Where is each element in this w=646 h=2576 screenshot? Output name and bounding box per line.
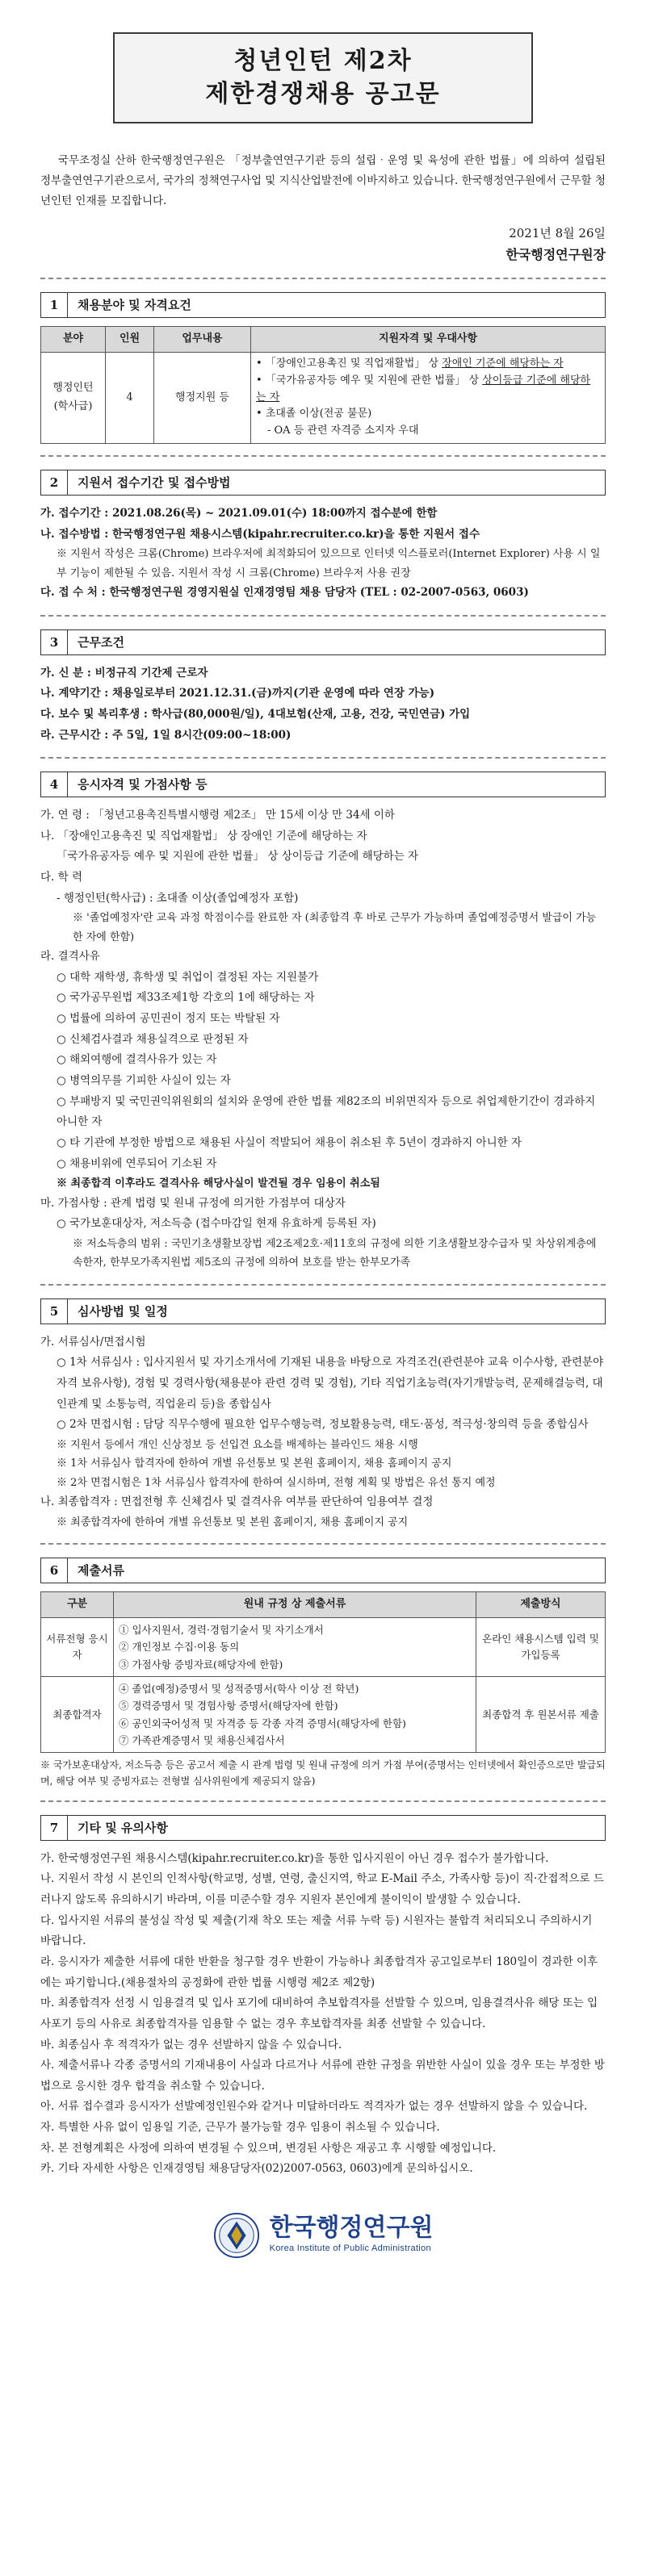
table-header: 업무내용 <box>154 327 251 353</box>
submit-method: 최종합격 후 원본서류 제출 <box>476 1676 606 1753</box>
divider <box>40 1284 606 1286</box>
disqualification-note: ※ 최종합격 이후라도 결격사유 해당사실이 발견될 경우 임용이 취소됨 <box>57 1177 380 1190</box>
duty-cell: 행정지원 등 <box>154 352 251 443</box>
list-item: 라. 응시자가 제출한 서류에 대한 반환을 청구할 경우 반환이 가능하나 최종합격자 공고일로부터 180일이 경과한 이후에는 파기합니다.(채용절차의 공정화에 관한 법률 시행령 제2조 제2항) <box>40 1955 598 1989</box>
list-item: 나. 지원서 작성 시 본인의 인적사항(학교명, 성별, 연령, 출신지역, 학교 E-Mail 주소, 가족사항 등)이 직·간접적으로 드러나지 않도록 유의하시기 바라며, 이를 미준수할 경우 지원자 본인에게 불이익이 발생할 수 있습니다. <box>40 1872 604 1907</box>
table-header: 인원 <box>106 327 154 353</box>
list-item: 아. 서류 접수결과 응시자가 선발예정인원수와 같거나 미달하더라도 적격자가 없는 경우 선발하지 않을 수 있습니다. <box>40 2100 588 2114</box>
title-line-1: 청년인턴 제2차 <box>233 47 413 75</box>
table-header: 제출방식 <box>476 1592 606 1618</box>
section-3-header <box>40 629 606 655</box>
section-7-header <box>40 1815 606 1841</box>
section-title: 지원서 접수기간 및 접수방법 <box>68 470 606 496</box>
document-item: ② 개인정보 수집·이용 동의 <box>119 1641 240 1654</box>
divider <box>40 278 606 279</box>
list-item: 바. 최종심사 후 적격자가 없는 경우 선발하지 않을 수 있습니다. <box>40 2038 342 2051</box>
section-title: 채용분야 및 자격요건 <box>68 292 606 318</box>
list-item: 가. 한국행정연구원 채용시스템(kipahr.recruiter.co.kr)을 통한 입사지원이 아닌 경우 접수가 불가합니다. <box>40 1851 549 1865</box>
emblem-icon <box>213 2212 260 2259</box>
disqualification-list <box>40 968 606 1174</box>
section-number: 1 <box>40 292 68 318</box>
notice-list <box>40 1849 606 2180</box>
bonus-target: ○ 국가보훈대상자, 저소득층 (접수마감일 현재 유효하게 등록된 자) <box>57 1217 376 1231</box>
recruit-table <box>40 326 606 444</box>
condition-item: - OA 등 관련 자격증 소지자 우대 <box>267 424 419 437</box>
logo-texts <box>270 2214 434 2256</box>
list-item: ○ 채용비위에 연루되어 기소된 자 <box>57 1156 217 1170</box>
section-number: 2 <box>40 470 68 496</box>
round-1-screening: ○ 1차 서류심사 : 입사지원서 및 자기소개서에 기재된 내용을 바탕으로 자격조건(관련분야 교육 이수사항, 관련분야 자격 보유사항), 경험 및 경력사항(채용분야 관련 경력 및 경험), 기타 직업기초능력(자기개발능력, 문제해결능력, 대인관계 및 소통능력, 직업윤리 등)을 종합심사 <box>57 1356 604 1411</box>
list-item: 다. 입사지원 서류의 불성실 작성 및 제출(기재 착오 또는 제출 서류 누락 등) 시원자는 불합격 처리되오니 주의하시기 바랍니다. <box>40 1913 593 1948</box>
bonus-heading: 마. 가점사항 : 관계 법령 및 원내 규정에 의거한 가점부여 대상자 <box>40 1196 346 1210</box>
list-item: ○ 병역의무를 기피한 사실이 있는 자 <box>57 1073 231 1087</box>
notice-date: 2021년 8월 26일 <box>509 225 606 240</box>
org-head: 한국행정연구원장 <box>505 247 606 263</box>
browser-note: ※ 지원서 작성은 크롬(Chrome) 브라우저에 최적화되어 있으므로 인터넷 익스플로러(Internet Explorer) 사용 시 일부 기능이 제한될 수 있음. 지원서 작성 시 크롬(Chrome) 브라우저 사용 권장 <box>57 548 601 579</box>
documents-table <box>40 1591 606 1753</box>
condition-item: • 「국가유공자등 예우 및 지원에 관한 법률」 상 상이등급 기준에 해당하는 자 <box>256 374 591 404</box>
section-title: 제출서류 <box>68 1558 606 1583</box>
apply-period: 가. 접수기간 : 2021.08.26(목) ~ 2021.09.01(수) 18:00까지 접수분에 한함 <box>40 506 438 520</box>
section-title: 심사방법 및 일정 <box>68 1298 606 1324</box>
education-heading: 다. 학 력 <box>40 871 82 884</box>
section-number: 6 <box>40 1558 68 1583</box>
work-hours: 라. 근무시간 : 주 5일, 1일 8시간(09:00~18:00) <box>40 728 292 742</box>
apply-contact: 다. 접 수 처 : 한국행정연구원 경영지원실 인재경영팀 채용 담당자 (TEL : 02-2007-0563, 0603) <box>40 585 529 599</box>
condition-cell <box>251 352 606 443</box>
table-header: 구분 <box>41 1592 114 1618</box>
list-item: 차. 본 전형계획은 사정에 의하여 변경될 수 있으며, 변경된 사항은 재공고 후 시행할 예정입니다. <box>40 2141 497 2155</box>
divider <box>40 1800 606 1802</box>
apply-method: 나. 접수방법 : 한국행정연구원 채용시스템(kipahr.recruiter.co.kr)을 통한 지원서 접수 <box>40 527 480 541</box>
list-item: ○ 법률에 의하여 공민권이 정지 또는 박탈된 자 <box>57 1012 280 1026</box>
salary-benefits: 다. 보수 및 복리후생 : 학사급(80,000원/일), 4대보험(산재, 고용, 건강, 국민연금) 가입 <box>40 707 471 721</box>
divider <box>40 455 606 457</box>
document-list <box>114 1617 476 1676</box>
document-item: ⑥ 공인외국어성적 및 자격증 등 각종 자격 증명서(해당자에 한함) <box>119 1717 406 1729</box>
document-item: ⑤ 경력증명서 및 경험사항 증명서(해당자에 한함) <box>119 1700 338 1712</box>
round-2-interview: ○ 2차 면접시험 : 담당 직무수행에 필요한 업무수행능력, 정보활용능력, 태도·품성, 적극성·창의력 등을 종합심사 <box>57 1418 589 1432</box>
field-cell: 행정인턴 (학사급) <box>41 352 106 443</box>
section-title: 기타 및 유의사항 <box>68 1815 606 1841</box>
condition-item: • 「장애인고용촉진 및 직업재활법」 상 장애인 기준에 해당하는 자 <box>256 357 564 370</box>
table-header: 분야 <box>41 327 106 353</box>
table-header: 지원자격 및 우대사항 <box>251 327 606 353</box>
divider <box>40 1543 606 1545</box>
table-header: 원내 규정 상 제출서류 <box>114 1592 476 1618</box>
section-2-header <box>40 470 606 496</box>
document-item: ④ 졸업(예정)증명서 및 성적증명서(학사 이상 전 학년) <box>119 1682 359 1695</box>
section-5-header <box>40 1298 606 1324</box>
graduate-note: ※ '졸업예정자'란 교육 과정 학점이수를 완료한 자 (최종합격 후 바로 근무가 가능하며 졸업예정증명서 발급이 가능한 자에 한함) <box>73 912 597 943</box>
section-number: 4 <box>40 772 68 797</box>
title-line-2: 제한경쟁채용 공고문 <box>205 79 441 108</box>
logo-korean: 한국행정연구원 <box>269 2214 434 2241</box>
disqualification-heading: 라. 결격사유 <box>40 950 100 964</box>
list-item: ○ 타 기관에 부정한 방법으로 채용된 사실이 적발되어 채용이 취소된 후 5년이 경과하지 아니한 자 <box>57 1135 522 1149</box>
final-pass-note: ※ 최종합격자에 한하여 개별 유선통보 및 본원 홈페이지, 채용 홈페이지 공지 <box>57 1516 409 1528</box>
title-box <box>113 32 533 123</box>
list-item: 마. 최종합격자 선정 시 임용결격 및 입사 포기에 대비하여 추보합격자를 선발할 수 있으며, 임용결격사유 해당 또는 입사포기 등의 사유로 최종합격자를 임용할 수 없는 경우 후보합격자를 최종 선발할 수 있습니다. <box>40 1997 598 2030</box>
section-title: 응시자격 및 가점사항 등 <box>68 772 606 797</box>
section-4-header <box>40 772 606 797</box>
work-status: 가. 신 분 : 비정규직 기간제 근로자 <box>40 666 208 680</box>
section-6-header <box>40 1558 606 1583</box>
document-item: ⑦ 가족관계증명서 및 채용신체검사서 <box>119 1734 285 1747</box>
section-number: 5 <box>40 1298 68 1324</box>
list-item: ○ 신체검사결과 채용실격으로 판정된 자 <box>57 1032 249 1046</box>
section-1-header <box>40 292 606 318</box>
document-item: ① 입사지원서, 경력·경험기술서 및 자기소개서 <box>119 1623 324 1636</box>
count-cell: 4 <box>106 352 154 443</box>
section-number: 7 <box>40 1815 68 1841</box>
list-item: ○ 해외여행에 결격사유가 있는 자 <box>57 1053 217 1067</box>
documents-note: ※ 국가보훈대상자, 저소득층 등은 공고서 제출 시 관계 법령 및 원내 규정에 의거 가점 부여(증명서는 인터넷에서 확인증으로만 발급되며, 해당 여부 및 증빙자료는 전형별 심사위원에게 제공되지 않음) <box>40 1759 606 1787</box>
row-label: 서류전형 응시자 <box>41 1617 114 1676</box>
education-requirement: - 행정인턴(학사급) : 초대졸 이상(졸업예정자 포함) <box>57 891 299 905</box>
condition-item: • 초대졸 이상(전공 불문) <box>256 408 372 420</box>
list-item: ○ 국가공무원법 제33조제1항 각호의 1에 해당하는 자 <box>57 991 315 1005</box>
document-item: ③ 가점사항 증빙자료(해당자에 한함) <box>119 1658 283 1671</box>
list-item: 카. 기타 자세한 사항은 인재경영팀 채용담당자(02)2007-0563, 0603)에게 문의하십시오. <box>40 2162 473 2176</box>
low-income-note: ※ 저소득층의 범위 : 국민기초생활보장법 제2조제2호·제11호의 규정에 의한 기초생활보장수급자 및 차상위계층에 속한자, 한부모가족지원법 제5조의 규정에 의하여 보호를 받는 한부모가족 <box>73 1237 597 1269</box>
contract-period: 나. 계약기간 : 채용일로부터 2021.12.31.(금)까지(기관 운영에 따라 연장 가능) <box>40 687 435 700</box>
list-item: ○ 부패방지 및 국민권익위원회의 설치와 운영에 관한 법률 제82조의 비위면직자 등으로 취업제한기간이 경과하지 아니한 자 <box>57 1094 596 1129</box>
age-requirement: 가. 연 령 : 「청년고용촉진특별시행령 제2조」 만 15세 이상 만 34세 이하 <box>40 809 395 822</box>
row-label: 최종합격자 <box>41 1676 114 1753</box>
round-2-notice-note: ※ 2차 면접시험은 1차 서류심사 합격자에 한하여 실시하며, 전형 계획 및 방법은 유선 통지 예정 <box>57 1476 496 1489</box>
disability-requirement: 나. 「장애인고용촉진 및 직업재활법」 상 장애인 기준에 해당하는 자 <box>40 829 367 843</box>
logo-english: Korea Institute of Public Administration <box>269 2243 431 2253</box>
list-item: ○ 대학 재학생, 휴학생 및 취업이 결정된 자는 지원불가 <box>57 970 319 984</box>
blind-hiring-note: ※ 지원서 등에서 개인 신상정보 등 선입견 요소를 배제하는 블라인드 채용 시행 <box>57 1438 418 1451</box>
divider <box>40 615 606 617</box>
section-number: 3 <box>40 629 68 655</box>
veteran-requirement: 「국가유공자등 예우 및 지원에 관한 법률」 상 상이등급 기준에 해당하는 자 <box>57 850 419 864</box>
list-item: 사. 제출서류나 각종 증명서의 기재내용이 사실과 다르거나 서류에 관한 규정을 위반한 사실이 있을 경우 또는 부정한 방법으로 응시한 경우 합격을 취소할 수 있습니다. <box>40 2059 605 2093</box>
institute-logo <box>40 2212 606 2259</box>
round-1-notice-note: ※ 1차 서류심사 합격자에 한하여 개별 유선통보 및 본원 홈페이지, 채용 홈페이지 공지 <box>57 1457 452 1470</box>
divider <box>40 757 606 759</box>
submit-method: 온라인 채용시스템 입력 및 가입등록 <box>476 1617 606 1676</box>
screening-heading: 가. 서류심사/면접시험 <box>40 1335 146 1349</box>
list-item: 자. 특별한 사유 없이 임용일 기준, 근무가 불가능할 경우 임용이 취소될 수 있습니다. <box>40 2121 440 2135</box>
section-title: 근무조건 <box>68 629 606 655</box>
intro-paragraph: 국무조정실 산하 한국행정연구원은 「정부출연연구기관 등의 설립‧운영 및 육성에 관한 법률」에 의하여 설립된 정부출연연구기관으로서, 국가의 정책연구사업 및 지식산업발전에 이바지하고 있습니다. 한국행정연구원에서 근무할 청년인턴 인재를 모집합니다. <box>40 154 606 207</box>
final-pass: 나. 최종합격자 : 면접전형 후 신체검사 및 결격사유 여부를 판단하여 임용여부 결정 <box>40 1495 434 1509</box>
document-list <box>114 1676 476 1753</box>
